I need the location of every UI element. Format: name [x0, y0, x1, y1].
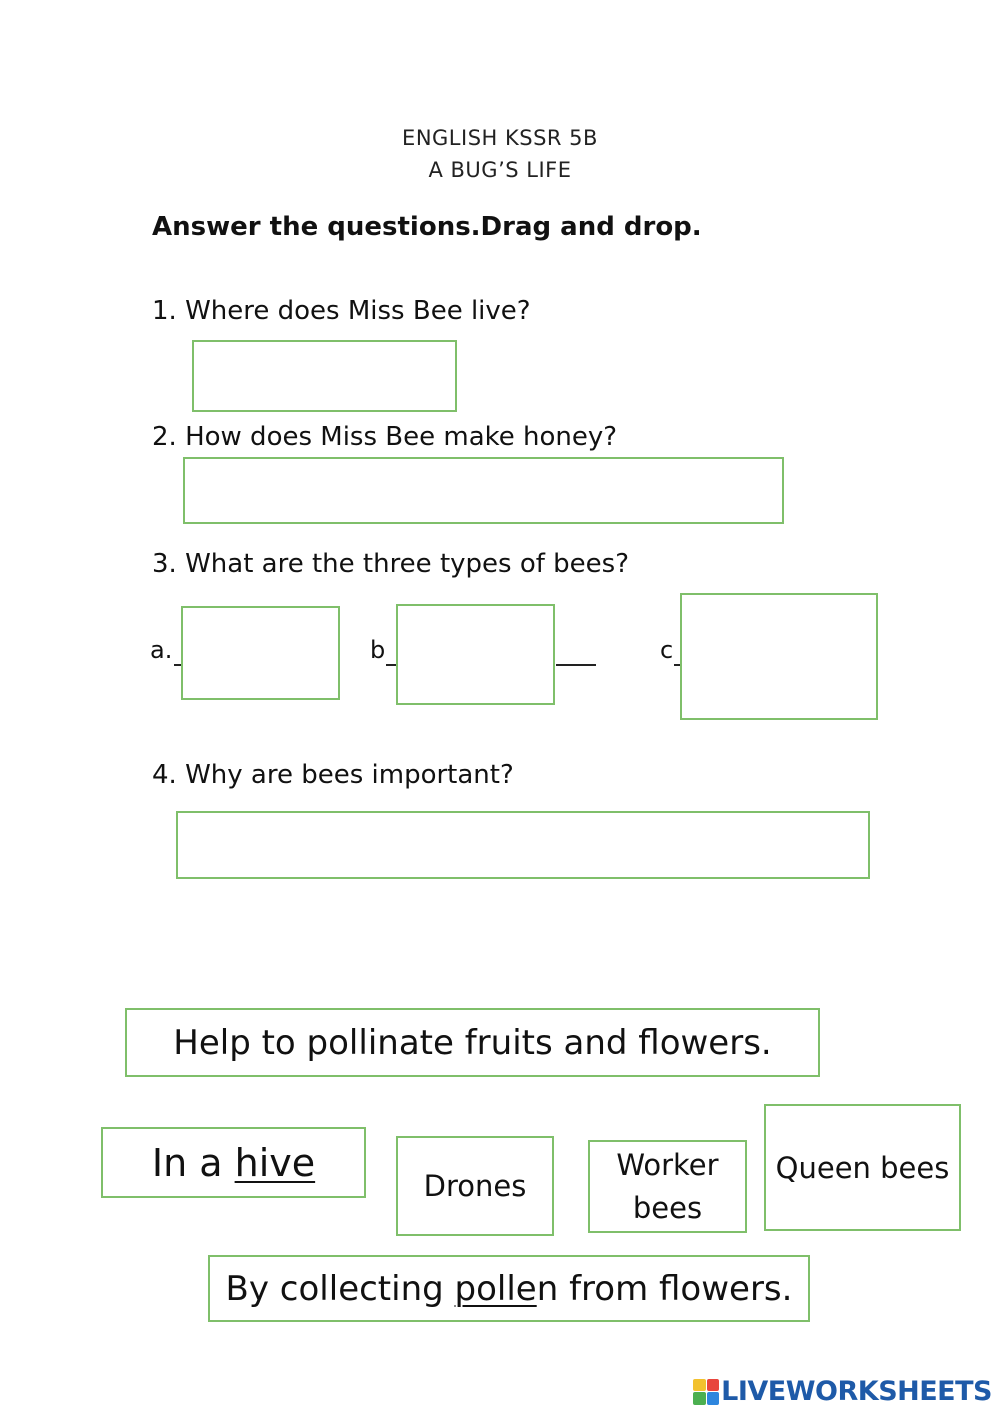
worker-line-1: Worker — [616, 1148, 719, 1183]
answer-dropzone-1[interactable] — [192, 340, 457, 412]
answer-card-hive-text — [152, 1141, 315, 1185]
worksheet-topic: A BUG’S LIFE — [428, 158, 572, 182]
pollen-suffix: n from flowers. — [536, 1268, 793, 1309]
pollen-underlined: polle — [454, 1268, 537, 1309]
label-a: a. — [150, 636, 173, 664]
liveworksheets-logo-icon — [693, 1379, 719, 1405]
blank-line-b-tail — [556, 664, 596, 666]
worksheet-subject: ENGLISH KSSR 5B — [402, 126, 598, 150]
logo-tile-4 — [707, 1392, 720, 1405]
label-b: b — [370, 636, 386, 664]
answer-card-drones[interactable] — [396, 1136, 554, 1236]
label-c: c — [660, 636, 674, 664]
worker-line-2: bees — [632, 1190, 703, 1225]
hive-word: hive — [234, 1140, 316, 1185]
answer-dropzone-3b[interactable] — [396, 604, 555, 705]
logo-tile-2 — [707, 1379, 720, 1392]
answer-card-hive[interactable] — [101, 1127, 366, 1198]
pollen-prefix: By collecting — [225, 1268, 455, 1309]
answer-card-queen-bees[interactable] — [764, 1104, 961, 1231]
question-4: 4. Why are bees important? — [152, 760, 514, 790]
answer-card-pollen-text — [226, 1269, 793, 1309]
instructions: Answer the questions.Drag and drop. — [152, 212, 702, 242]
answer-card-pollen[interactable] — [208, 1255, 810, 1322]
answer-card-drones-text: Drones — [423, 1169, 527, 1203]
liveworksheets-logo[interactable] — [693, 1376, 992, 1407]
answer-card-pollinate[interactable] — [125, 1008, 820, 1077]
answer-dropzone-4[interactable] — [176, 811, 870, 879]
hive-prefix: In a — [151, 1140, 235, 1185]
liveworksheets-brand: LIVEWORKSHEETS — [721, 1376, 992, 1407]
answer-dropzone-2[interactable] — [183, 457, 784, 524]
question-1: 1. Where does Miss Bee live? — [152, 296, 531, 326]
question-3: 3. What are the three types of bees? — [152, 549, 630, 579]
question-2: 2. How does Miss Bee make honey? — [152, 422, 618, 452]
answer-card-queen-text: Queen bees — [775, 1150, 950, 1185]
answer-dropzone-3c[interactable] — [680, 593, 878, 720]
answer-dropzone-3a[interactable] — [181, 606, 340, 700]
answer-card-worker-bees[interactable] — [588, 1140, 747, 1233]
logo-tile-3 — [693, 1392, 706, 1405]
logo-tile-1 — [693, 1379, 706, 1392]
answer-card-pollinate-text: Help to pollinate fruits and flowers. — [173, 1022, 772, 1063]
